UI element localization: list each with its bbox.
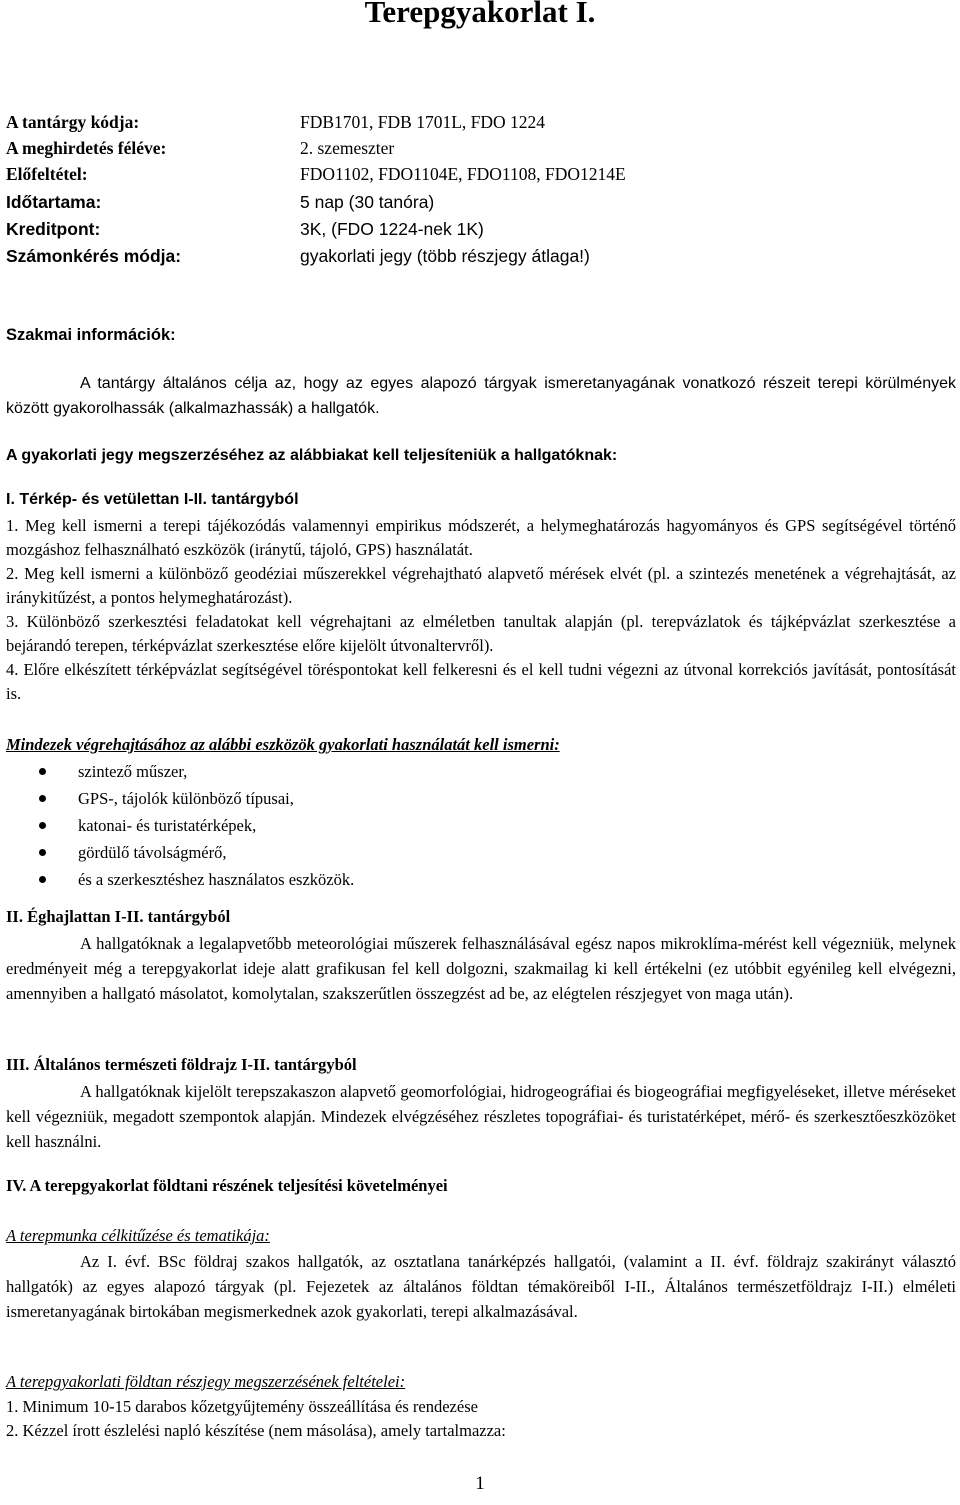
meta-value-prerequisite: FDO1102, FDO1104E, FDO1108, FDO1214E xyxy=(300,164,626,184)
intro-paragraph: A tantárgy általános célja az, hogy az egyes alapozó tárgyak ismeretanyagának vonatkozó részeit terepi körülmények között gyakorolhassák (alkalmazhassák) a hallgatók. xyxy=(6,375,956,417)
goal-paragraph: Az I. évf. BSc földraj szakos hallgatók, az osztatlana tanárképzés hallgatói, (valamint a II. évf. földrajz szakirányt választó hallgatók) az egyes alapozó tárgyak (pl. Fejezetek az általános földtan témaköreiből I-II., Általános természetföldrajz I-II.) elméleti ismeretanyagának birtokában megismerkednek azok gyakorlati, terepi alkalmazásával. xyxy=(6,1252,956,1321)
section3-heading: III. Általános természeti földrajz I-II. tantárgyból xyxy=(6,1055,357,1074)
section1-heading: I. Térkép- és vetülettan I-II. tantárgyból xyxy=(6,491,299,508)
section1-item-3: 3. Különböző szerkesztési feladatokat kell végrehajtani az elméletben tanultak alapján (pl. terepvázlatok és tájképvázlat szerkesztése a bejárandó terepen, térképvázlat szerkesztése előre kijelölt útvonaltervről). xyxy=(6,612,956,655)
condition-item-1: 1. Minimum 10-15 darabos kőzetgyűjtemény összeállítása és rendezése xyxy=(6,1397,478,1416)
conditions-heading: A terepgyakorlati földtan részjegy megszerzésének feltételei: xyxy=(6,1372,406,1391)
section2-heading: II. Éghajlattan I-II. tantárgyból xyxy=(6,907,231,926)
bullet-icon xyxy=(39,822,46,829)
section2-paragraph: A hallgatóknak a legalapvetőbb meteorológiai műszerek felhasználásával egész napos mikroklíma-mérést kell végezniük, melynek eredményeit még a terepgyakorlat ideje alatt grafikusan fel kell dolgozni, szakmailag ki kell értékelni (ez utóbbit egyénileg kell elvégezni, amennyiben a hallgató másolatot, komolytalan, szakszerűtlen összegzést ad be, az elégtelen részjegyet von maga után). xyxy=(6,934,956,1003)
meta-value-duration: 5 nap (30 tanóra) xyxy=(300,192,435,212)
meta-label-assessment: Számonkérés módja: xyxy=(6,246,182,266)
szakmai-heading: Szakmai információk: xyxy=(6,326,176,344)
meta-label-duration: Időtartama: xyxy=(6,192,102,212)
bullet-icon xyxy=(39,768,46,775)
meta-label-code: A tantárgy kódja: xyxy=(6,112,140,132)
list-item: gördülő távolságmérő, xyxy=(36,839,354,866)
section1-item-4: 4. Előre elkészített térképvázlat segítségével töréspontokat kell felkeresni és el kell tudni végezni az útvonal korrekciós javítását, pontosítását is. xyxy=(6,660,956,703)
tools-list xyxy=(36,758,354,893)
section1-item-1: 1. Meg kell ismerni a terepi tájékozódás valamennyi empirikus módszerét, a helymeghatározás hagyományos és GPS segítségével történő mozgáshoz felhasználható eszközök (iránytű, tájoló, GPS) használatát. xyxy=(6,516,956,559)
goal-heading: A terepmunka célkitűzése és tematikája: xyxy=(6,1226,270,1245)
meta-value-semester: 2. szemeszter xyxy=(300,138,395,158)
section3-paragraph: A hallgatóknak kijelölt terepszakaszon alapvető geomorfológiai, hidrogeográfiai és biogeográfiai megfigyeléseket, illetve méréseket kell végezniük, megadott szempontok alapján. Mindezek elvégzéséhez részletes topográfiai- és turistatérképet, mérő- és szerkesztőeszközöket kell használni. xyxy=(6,1082,956,1151)
list-item: és a szerkesztéshez használatos eszközök. xyxy=(36,866,354,893)
meta-label-credit: Kreditpont: xyxy=(6,219,101,239)
list-item: szintező műszer, xyxy=(36,758,354,785)
condition-item-2: 2. Kézzel írott észlelési napló készítése (nem másolása), amely tartalmazza: xyxy=(6,1421,506,1440)
page-number: 1 xyxy=(475,1473,485,1494)
page-title: Terepgyakorlat I. xyxy=(364,0,596,29)
requirement-heading: A gyakorlati jegy megszerzéséhez az alábbiakat kell teljesíteniük a hallgatóknak: xyxy=(6,447,618,464)
meta-value-code: FDB1701, FDB 1701L, FDO 1224 xyxy=(300,112,546,132)
meta-value-assessment: gyakorlati jegy (több részjegy átlaga!) xyxy=(300,246,590,266)
tools-heading: Mindezek végrehajtásához az alábbi eszközök gyakorlati használatát kell ismerni: xyxy=(6,735,560,754)
meta-label-prerequisite: Előfeltétel: xyxy=(6,164,88,184)
section1-item-2: 2. Meg kell ismerni a különböző geodéziai műszerekkel végrehajtható alapvető mérések elvét (pl. a szintezés menetének a végrehajtását, az iránykitűzést, a pontos helymeghatározást). xyxy=(6,564,956,607)
list-item: GPS-, tájolók különböző típusai, xyxy=(36,785,354,812)
bullet-icon xyxy=(39,795,46,802)
meta-label-semester: A meghirdetés féléve: xyxy=(6,138,167,158)
meta-value-credit: 3K, (FDO 1224-nek 1K) xyxy=(300,219,484,239)
list-item: katonai- és turistatérképek, xyxy=(36,812,354,839)
section4-heading: IV. A terepgyakorlat földtani részének teljesítési követelményei xyxy=(6,1176,448,1195)
bullet-icon xyxy=(39,849,46,856)
bullet-icon xyxy=(39,876,46,883)
